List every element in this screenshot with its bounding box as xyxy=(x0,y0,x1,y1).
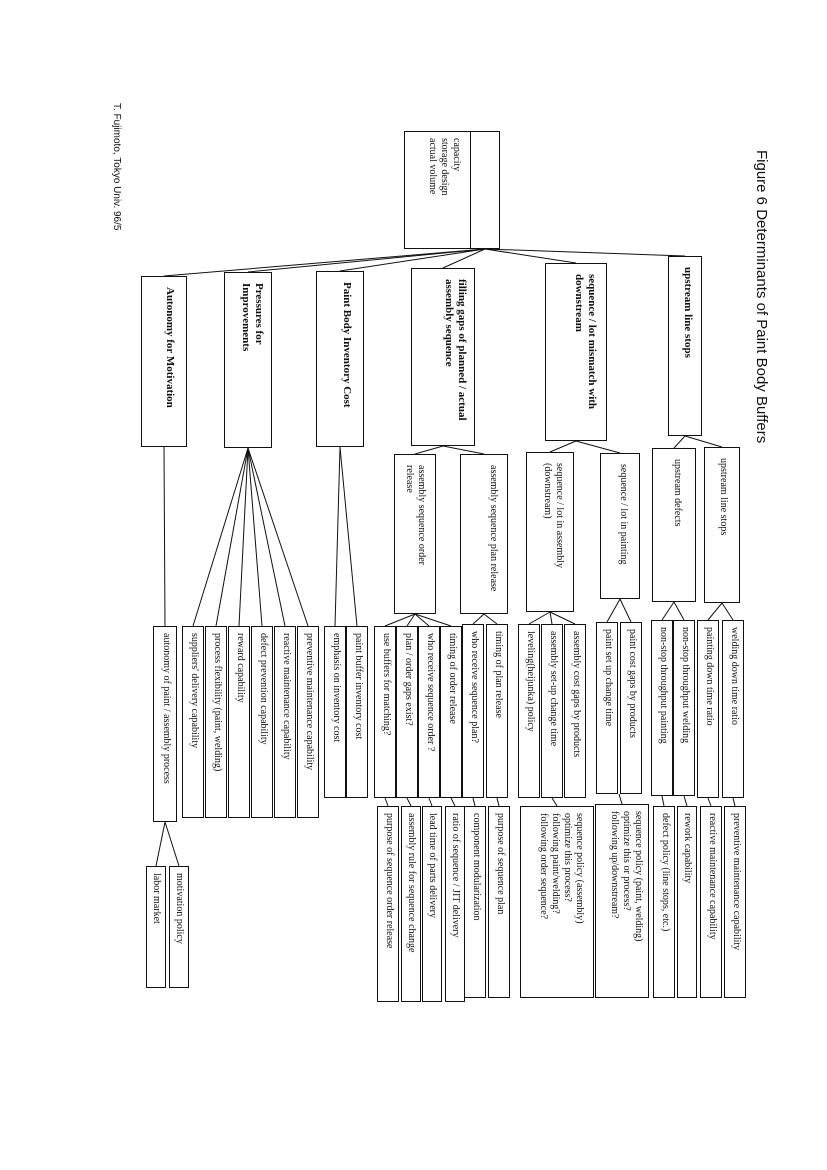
mid-label: upstream defects xyxy=(672,459,683,527)
connector-line xyxy=(619,794,622,804)
detail-label: assembly rule for sequence change xyxy=(406,813,417,953)
detail-box xyxy=(422,806,442,1002)
factor-box xyxy=(620,622,642,794)
connector-line xyxy=(552,798,557,806)
factor-label: assembly set-up change time xyxy=(548,631,559,747)
factor-box xyxy=(297,626,319,818)
connector-line xyxy=(385,798,388,806)
detail-label: following up/downstream? xyxy=(609,811,620,919)
factor-label: assembly cost gaps by products xyxy=(571,631,582,758)
connector-line xyxy=(685,436,722,447)
detail-box xyxy=(724,806,746,998)
connector-line xyxy=(248,448,262,626)
connector-line xyxy=(529,612,550,624)
factor-box xyxy=(518,624,540,798)
category-box xyxy=(411,268,475,446)
mid-label: assembly sequence order release xyxy=(404,465,427,565)
root-item: actual volume xyxy=(427,138,438,195)
factor-box xyxy=(251,626,273,818)
factor-box xyxy=(418,626,440,798)
detail-label: following order sequence? xyxy=(538,813,549,920)
factor-label: who receive sequence plan? xyxy=(469,631,480,743)
factor-label: paint buffer inventory cost xyxy=(353,633,364,740)
connector-line xyxy=(335,447,340,626)
factor-label: non-stop throughput painting xyxy=(658,627,669,744)
detail-label: reactive maintenance capability xyxy=(707,813,718,940)
connector-line xyxy=(473,614,484,624)
connector-line xyxy=(451,798,455,806)
connector-line xyxy=(733,798,735,806)
detail-label: component modularization xyxy=(471,813,482,921)
detail-box xyxy=(677,806,697,998)
factor-label: reward capability xyxy=(235,633,246,703)
connector-line xyxy=(674,436,685,448)
factor-box xyxy=(205,626,227,818)
factor-label: reactive maintenance capability xyxy=(281,633,292,760)
connector-line xyxy=(485,249,576,263)
detail-box xyxy=(595,804,649,998)
category-label: Autonomy for Motivation xyxy=(164,287,176,408)
connector-line xyxy=(620,599,631,622)
factor-box xyxy=(346,626,368,798)
factor-box xyxy=(673,620,695,796)
category-box xyxy=(316,271,364,447)
factor-label: welding down time ratio xyxy=(729,627,740,726)
connector-line xyxy=(684,796,687,806)
detail-label: sequence policy (paint, welding) xyxy=(633,811,644,942)
factor-label: timing of plan release xyxy=(493,631,504,718)
category-box xyxy=(545,263,607,441)
connector-line xyxy=(473,798,475,806)
mid-box xyxy=(460,454,508,614)
factor-label: preventive maintenance capability xyxy=(304,633,315,771)
detail-box xyxy=(146,866,166,988)
root-title-box xyxy=(470,131,500,249)
connector-line xyxy=(576,441,620,453)
connector-line xyxy=(497,798,499,806)
root-item: capacity xyxy=(451,138,462,172)
detail-label: optimize this or process? xyxy=(621,811,632,911)
detail-label: purpose of sequence plan xyxy=(495,813,506,915)
detail-label: labor market xyxy=(151,873,162,924)
mid-box xyxy=(526,452,574,612)
factor-box xyxy=(374,626,396,798)
detail-label: purpose of sequence order release xyxy=(384,813,395,949)
category-label: filling gaps of planned / actual assembly sequence xyxy=(443,279,468,421)
detail-label: defect policy (line stops, etc.) xyxy=(660,813,671,932)
factor-box xyxy=(324,626,346,798)
connector-line xyxy=(484,614,497,624)
factor-label: leveling(heijunka) policy xyxy=(525,631,536,732)
connector-line xyxy=(340,447,357,626)
factor-box xyxy=(651,620,673,796)
detail-label: sequence policy (assembly) xyxy=(574,813,585,924)
footer-credit: T. Fujimoto, Tokyo Univ. 96/5 xyxy=(111,103,122,231)
factor-box xyxy=(274,626,296,818)
factor-box xyxy=(396,626,418,798)
connector-line xyxy=(415,446,443,454)
connector-line xyxy=(248,448,285,626)
detail-box xyxy=(700,806,722,998)
mid-box xyxy=(704,447,740,603)
factor-label: paint cost gaps by products xyxy=(627,629,638,738)
mid-label: assembly sequence plan release xyxy=(488,465,499,592)
factor-box xyxy=(182,626,204,818)
factor-label: plan / order gaps exist? xyxy=(403,633,414,726)
category-label: sequence / lot mismatch with downstream xyxy=(573,274,598,410)
factor-box xyxy=(440,626,462,798)
connector-line xyxy=(550,612,575,624)
connector-line xyxy=(550,441,576,452)
figure-title: Figure 6 Determinants of Paint Body Buffers xyxy=(753,150,770,444)
factor-box xyxy=(153,626,177,822)
connector-line xyxy=(485,249,685,256)
connector-line xyxy=(407,798,411,806)
connector-line xyxy=(165,822,179,866)
detail-label: following paint/welding? xyxy=(550,813,561,914)
detail-label: motivation policy xyxy=(174,873,185,944)
connector-line xyxy=(708,603,722,620)
detail-label: rework capability xyxy=(682,813,693,884)
connector-line xyxy=(550,612,552,624)
mid-box xyxy=(394,454,436,614)
factor-label: defect prevention capability xyxy=(258,633,269,745)
connector-line xyxy=(164,447,165,626)
factor-label: suppliers' delivery capability xyxy=(189,633,200,749)
detail-box xyxy=(488,806,510,998)
connector-line xyxy=(443,446,484,454)
factor-label: non-stop throughput welding xyxy=(680,627,691,744)
detail-label: optimize this process? xyxy=(562,813,573,902)
connector-line xyxy=(415,614,451,626)
connector-line xyxy=(429,798,432,806)
detail-box xyxy=(520,806,594,998)
factor-label: process flexibility (paint, welding) xyxy=(212,633,223,772)
factor-box xyxy=(596,622,618,794)
category-box xyxy=(224,272,272,448)
detail-box xyxy=(377,806,399,1002)
detail-label: ratio of sequence / JIT delivery xyxy=(450,813,461,938)
mid-box xyxy=(600,453,640,599)
detail-box xyxy=(169,866,189,988)
detail-box xyxy=(653,806,675,998)
category-label: Pressures for Improvements xyxy=(240,283,265,352)
category-label: Paint Body Inventory Cost xyxy=(341,282,353,408)
factor-box xyxy=(722,620,744,798)
mid-label: sequence / lot in assembly (downstream) xyxy=(542,463,565,568)
factor-label: who receive sequence order ? xyxy=(425,633,436,752)
connector-line xyxy=(156,822,165,866)
connector-line xyxy=(248,448,308,626)
factor-label: emphasis on inventory cost xyxy=(331,633,342,743)
category-box xyxy=(668,256,702,436)
connector-line xyxy=(662,796,664,806)
mid-box xyxy=(652,448,696,602)
factor-label: timing of order release xyxy=(447,633,458,724)
detail-box xyxy=(401,806,421,1002)
connector-line xyxy=(415,614,429,626)
factor-box xyxy=(564,624,586,798)
connector-line xyxy=(662,602,674,620)
root-item: storage design xyxy=(439,138,450,196)
connector-line xyxy=(722,603,733,620)
detail-label: lead time of parts delivery xyxy=(427,813,438,918)
mid-label: sequence / lot in painting xyxy=(618,464,629,565)
category-box xyxy=(141,276,187,447)
connector-line xyxy=(607,599,620,622)
detail-box xyxy=(464,806,486,998)
factor-box xyxy=(486,624,508,798)
factor-label: use buffers for matching? xyxy=(381,633,392,736)
factor-label: painting down time ratio xyxy=(704,627,715,726)
factor-box xyxy=(697,620,719,798)
factor-label: paint set up change time xyxy=(603,629,614,727)
detail-label: preventive maintenance capability xyxy=(731,813,742,951)
connector-line xyxy=(674,602,684,620)
detail-box xyxy=(445,806,465,1002)
factor-box xyxy=(462,624,484,798)
factor-label: autonomy of paint / assembly process xyxy=(161,633,172,784)
factor-box xyxy=(228,626,250,818)
category-label: upstream line stops xyxy=(682,267,694,358)
mid-label: upstream line stops xyxy=(718,458,729,536)
connector-line xyxy=(708,798,711,806)
factor-box xyxy=(541,624,563,798)
